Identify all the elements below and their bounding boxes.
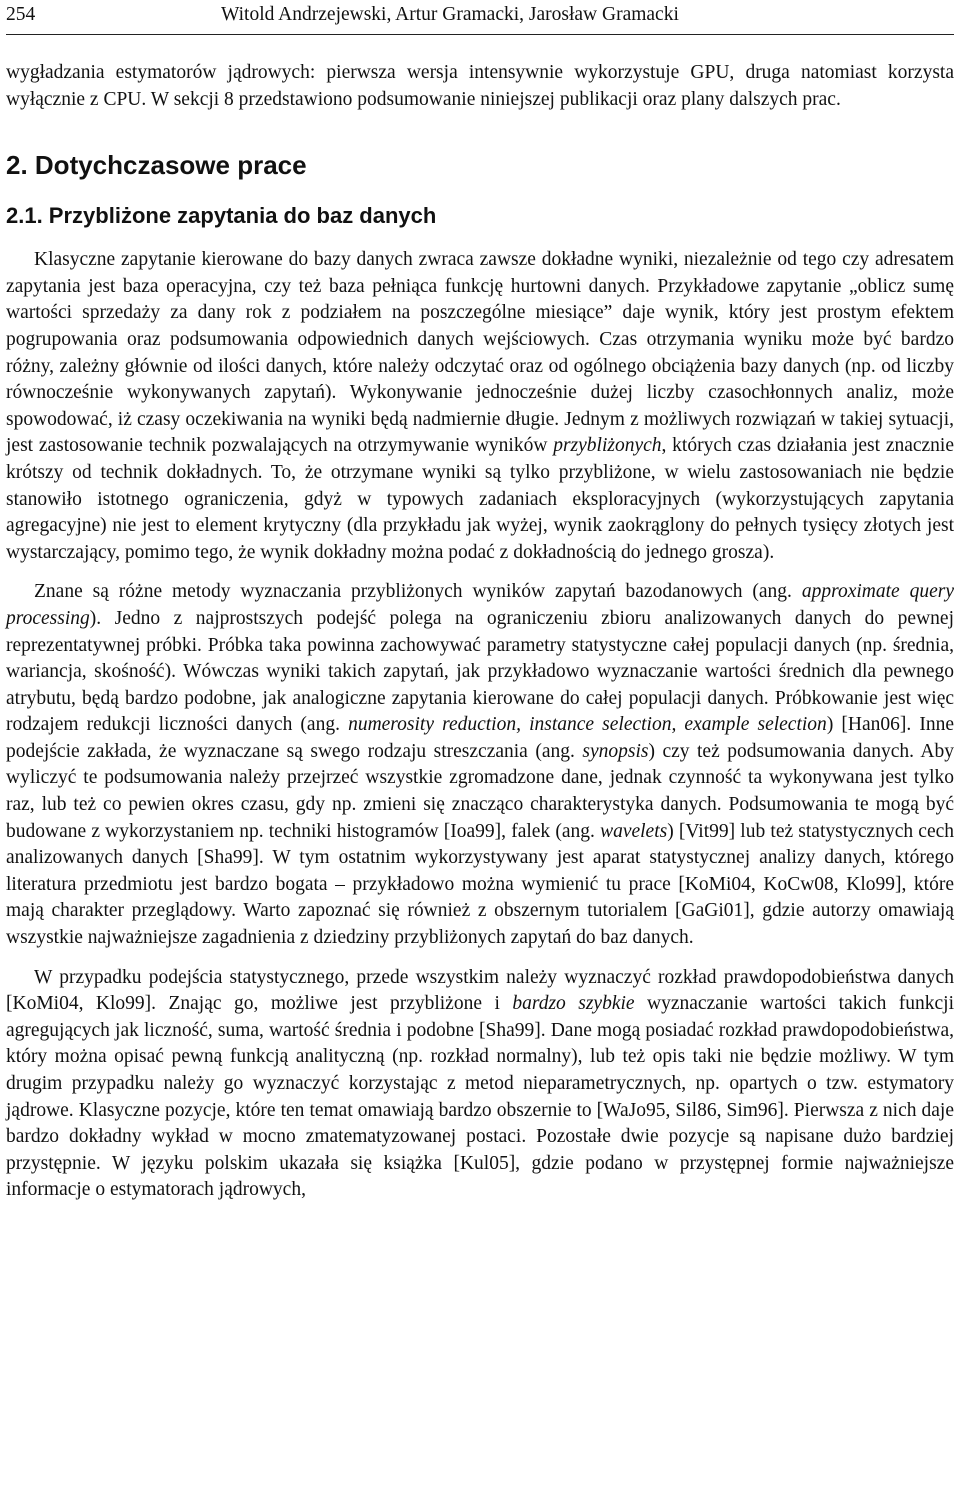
running-header — [6, 0, 954, 35]
paragraph-statistical-approach — [6, 965, 954, 1204]
section-heading: 2. Dotychczasowe prace — [6, 150, 307, 181]
document-page — [6, 0, 954, 1204]
paragraph-text: W przypadku podejścia statystycznego, przede wszystkim należy wyznaczyć rozkład prawdopodobieństwa danych [KoMi04, Klo99]. Znając go, możliwe jest przybliżone i — [6, 966, 954, 1015]
paragraph-text: ). Jedno z najprostszych podejść polega na ograniczeniu zbioru analizowanych danych do pewnej reprezentatywnej próbki. Próbka taka powinna zachowywać parametry statystyczne całej populacji danych (np. średnia, wariancja, skośność). Wówczas wyniki takich zapytań, jak przykładowo wyznaczanie wartości średnich dla pewnego atrybutu, będą bardzo podobne, jak analogiczne zapytania kierowane do całej populacji danych. Próbkowanie jest więc rodzajem redukcji liczności danych (ang. — [6, 607, 954, 736]
paragraph-text: Klasyczne zapytanie kierowane do bazy danych zwraca zawsze dokładne wyniki, niezależnie od tego czy adresatem zapytania jest baza operacyjna, czy też baza pełniąca funkcję hurtowni danych. Przykładowe zapytanie „oblicz sumę wartości sprzedaży za dany rok z podziałem na poszczególne miesiące” daje wynik, który jest prostym efektem pogrupowania oraz podsumowania odpowiednich danych wejściowych. Czas otrzymania wyniku może być bardzo różny, zależny głównie od ilości danych, które należy odczytać oraz od ogólnego obciążenia bazy danych (np. od liczby równocześnie wykonywanych zapytań). Wykonywanie jednocześnie dużej liczby czasochłonnych analiz, może spowodować, iż czasy oczekiwania na wyniki będą nadmiernie długie. Jednym z możliwych rozwiązań w takiej sytuacji, jest zastosowanie technik pozwalających na otrzymywanie wyników — [6, 249, 954, 457]
running-header-authors: Witold Andrzejewski, Artur Gramacki, Jarosław Gramacki — [221, 4, 679, 25]
paragraph-approximate-queries — [6, 247, 954, 566]
paragraph-text: Znane są różne metody wyznaczania przybliżonych wyników zapytań bazodanowych (ang. — [34, 581, 802, 603]
page-number: 254 — [6, 4, 36, 25]
paragraph-text: ) [Vit99] lub też statystycznych cech analizowanych danych [Sha99]. W tym ostatnim wykorzystywany jest aparat statystycznej analizy danych, którego literatura przedmiotu jest bardzo bogata – przykładowo można wymienić tu prace [KoMi04, KoCw08, Klo99], które mają charakter przeglądowy. Warto zapoznać się również z obszernym tutorialem [GaGi01], gdzie autorzy omawiają wszystkie najważniejsze zagadnienia z dziedziny przybliżonych zapytań do baz danych. — [6, 820, 955, 949]
subsection-heading: 2.1. Przybliżone zapytania do baz danych — [6, 203, 437, 229]
emphasis-term: bardzo szybkie — [512, 993, 635, 1015]
intro-paragraph: wygładzania estymatorów jądrowych: pierwsza wersja intensywnie wykorzystuje GPU, druga natomiast korzysta wyłącznie z CPU. W sekcji 8 przedstawiono podsumowanie niniejszej publikacji oraz plany dalszych prac. — [6, 62, 954, 110]
emphasis-term: approximate query processing — [6, 581, 954, 629]
emphasis-term: wavelets — [600, 820, 668, 842]
emphasis-term: numerosity reduction, instance selection, example selection — [348, 714, 827, 736]
paragraph-methods — [6, 579, 954, 951]
paragraph-text: wyznaczanie wartości takich funkcji agregujących jak liczność, suma, wartość średnia i podobne [Sha99]. Dane mogą posiadać rozkład prawdopodobieństwa, który można opisać pewną funkcją analityczną (np. rozkład normalny), lub też opis taki nie będzie możliwy. W tym drugim przypadku należy go wyznaczyć korzystając z metod nieparametrycznych, np. opartych o tzw. estymatory jądrowe. Klasyczne pozycje, które ten temat omawiają bardzo obszernie to [WaJo95, Sil86, Sim96]. Pierwsza z nich daje bardzo dokładny wykład w mocno zmatematyzowanej postaci. Pozostałe dwie pozycje są napisane dużo bardziej przystępnie. W języku polskim ukazała się książka [Kul05], gdzie podano w przystępnej formie najważniejsze informacje o estymatorach jądrowych, — [6, 993, 955, 1201]
paragraph-text: ) [Han06]. Inne podejście zakłada, że wyznaczane są swego rodzaju streszczania (ang. — [6, 714, 954, 762]
paragraph-text: , których czas działania jest znacznie krótszy od technik dokładnych. To, że otrzymane wyniki są tylko przybliżone, w wielu zastosowaniach nie będzie stanowiło istotnego ograniczenia, gdyż w typowych zadaniach eksploracyjnych (wykorzystujących zapytania agregacyjne) nie jest to element krytyczny (dla przykładu jak wyżej, wynik zaokrąglony do pełnych tysięcy złotych jest wystarczający, pomimo tego, że wynik dokładny można podać z dokładnością do jednego grosza). — [6, 435, 955, 563]
emphasis-term: przybliżonych — [553, 435, 662, 457]
body-text — [6, 60, 954, 1204]
emphasis-term: synopsis — [582, 740, 649, 762]
paragraph-text: ) czy też podsumowania danych. Aby wyliczyć te podsumowania należy przejrzeć wszystkie zgromadzone dane, jednak czynność ta wykonywana jest tylko raz, lub też co pewien okres czasu, gdy np. zmieni się znacząco charakterystyka danych. Podsumowania te mogą być budowane z wykorzystaniem np. techniki histogramów [Ioa99], falek (ang. — [6, 740, 954, 842]
